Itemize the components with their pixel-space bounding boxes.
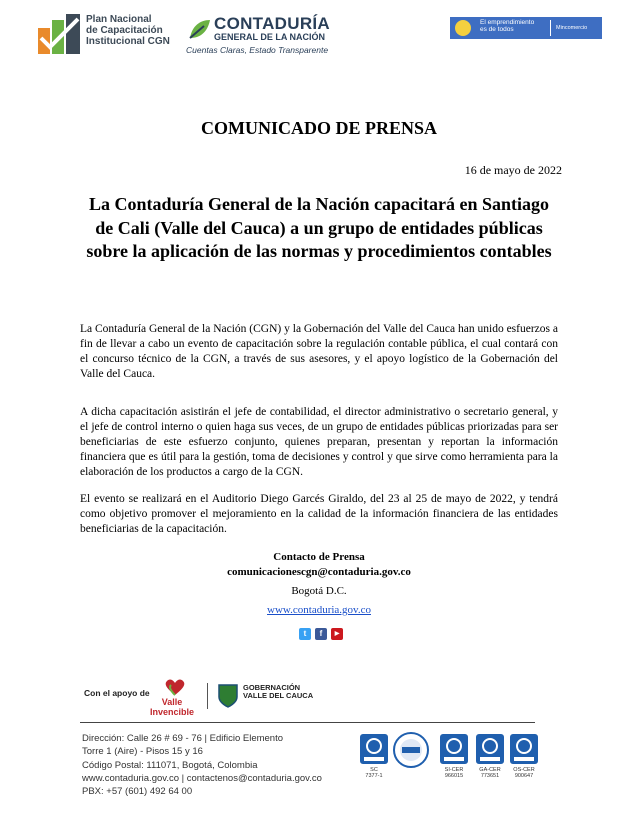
footer-line: PBX: +57 (601) 492 64 00 xyxy=(82,786,193,798)
icontec-badge-icon xyxy=(360,734,388,764)
contact-email[interactable]: comunicacionescgn@contaduria.gov.co xyxy=(227,566,411,578)
valle-heart-icon xyxy=(164,678,186,696)
footer-address xyxy=(82,732,322,798)
cert-label: SC 7377-1 xyxy=(365,767,383,779)
iqnet-badge-icon xyxy=(392,731,430,769)
cgn-leaf-icon xyxy=(186,16,214,44)
gov-divider xyxy=(550,20,551,36)
cgn-subtitle: GENERAL DE LA NACIÓN xyxy=(214,32,326,42)
valle-invencible-logo: Valle Invencible xyxy=(150,697,195,717)
footer-line: Dirección: Calle 26 # 69 - 76 | Edificio Elemento xyxy=(82,733,284,744)
footer-line[interactable]: www.contaduria.gov.co | contactenos@contaduria.gov.co xyxy=(82,772,322,784)
footer-line: Código Postal: 111071, Bogotá, Colombia xyxy=(82,759,258,771)
cert-label: OS-CER 900647 xyxy=(513,767,535,779)
youtube-icon[interactable]: ▶ xyxy=(331,628,343,640)
release-date: 16 de mayo de 2022 xyxy=(464,163,562,177)
cert-label: GA-CER 773651 xyxy=(479,767,501,779)
support-label: Con el apoyo de xyxy=(84,688,150,698)
facebook-icon[interactable]: f xyxy=(315,628,327,640)
gov-ministry: Mincomercio xyxy=(556,25,588,31)
twitter-icon[interactable]: t xyxy=(299,628,311,640)
paragraph-3: El evento se realizará en el Auditorio Diego Garcés Giraldo, del 23 al 25 de mayo de 2022, y tendrá como objetivo promover el mejoramiento en la calidad de la información financiera de las entidades beneficiarias de la capacitación. xyxy=(80,493,558,535)
contact-label: Contacto de Prensa xyxy=(273,551,365,563)
cgn-slogan: Cuentas Claras, Estado Transparente xyxy=(186,45,329,55)
footer-line: Torre 1 (Aire) - Pisos 15 y 16 xyxy=(82,746,203,758)
icontec-badge-icon xyxy=(440,734,468,764)
footer-divider xyxy=(80,722,535,723)
gobernacion-logo: GOBERNACIÓN VALLE DEL CAUCA xyxy=(243,683,314,700)
pncic-name: Plan Nacional de Capacitación Institucional CGN xyxy=(86,14,170,47)
icontec-badge-icon xyxy=(510,734,538,764)
support-divider xyxy=(207,683,208,709)
press-release-heading: COMUNICADO DE PRENSA xyxy=(200,118,437,138)
paragraph-2: A dicha capacitación asistirán el jefe de contabilidad, el director administrativo o secretario general, y el jefe de control interno o quien haga sus veces, de un grupo de entidades públicas priorizadas para ser beneficiarias de este esfuerzo conjunto, quienes preparan, presentan y reportan la información financiera que es útil para la gestión, toma de decisiones y control y que sirve como herramienta para la elaboración de los productos a cargo de la CGN. xyxy=(80,406,558,478)
cert-label: SI-CER 966015 xyxy=(444,767,464,779)
cgn-name: CONTADURÍA xyxy=(214,14,331,33)
paragraph-1: La Contaduría General de la Nación (CGN) y la Gobernación del Valle del Cauca han unido esfuerzos a fin de llevar a cabo un evento de capacitación sobre la regulación contable pública, el cual contará con el concurso técnico de la CGN, a través de sus asesores, y el apoyo logístico de la Gobernación del Valle del Cauca. xyxy=(80,323,558,380)
website-link[interactable]: www.contaduria.gov.co xyxy=(267,604,371,616)
gov-slogan: El emprendimiento es de todos xyxy=(480,19,535,33)
contact-city: Bogotá D.C. xyxy=(291,585,347,597)
gobernacion-shield-icon xyxy=(217,683,239,709)
colombia-shield-icon xyxy=(455,20,471,36)
pncic-logo-icon xyxy=(38,14,83,56)
release-title: La Contaduría General de la Nación capacitará en Santiago de Cali (Valle del Cauca) a un grupo de entidades públicas sobre la aplicación de las normas y procedimientos contables xyxy=(86,194,552,261)
icontec-badge-icon xyxy=(476,734,504,764)
